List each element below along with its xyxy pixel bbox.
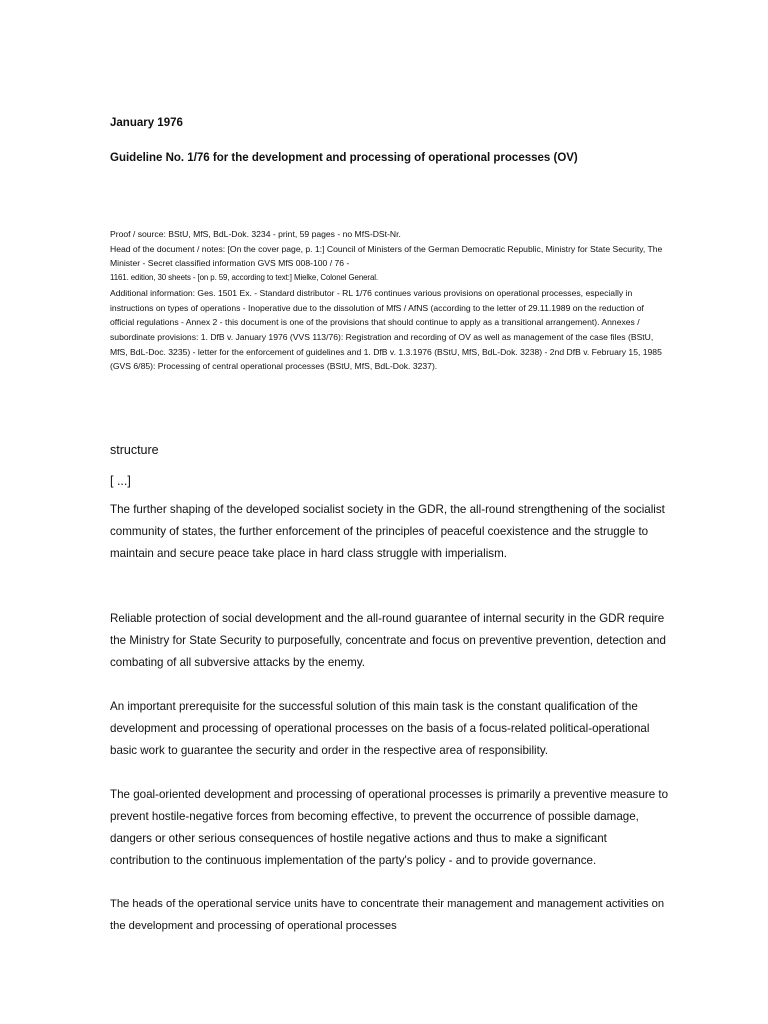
additional-info-text: Additional information: Ges. 1501 Ex. - Standard distributor - RL 1/76 continues various provisions on operational processes, especially in instructions on types of operations - Inoperative due to the dissolution of MfS / AfNS (according to the letter of 29.11.1989 on the reduction of official regulations - Annex 2 - this document is one of the provisions that should continue to apply as a transitional arrangement). Annexes / subordinate provisions: 1. DfB v. January 1976 (VVS 113/76): Registration and recording of OV as well as management of the case files (BStU, MfS, BdL-Doc. 3235) - letter for the enforcement of guidelines and 1. DfB v. 1.3.1976 (BStU, MfS, BdL-Dok. 3238) - 2nd DfB v. February 15, 1985 (GVS 6/85): Processing of central operational processes (BStU, MfS, BdL-Dok. 3237). <box>110 287 662 372</box>
body-paragraph: The goal-oriented development and processing of operational processes is primarily a preventive measure to prevent hostile-negative forces from becoming effective, to prevent the occurrence of possible damage, dangers or other serious consequences of hostile negative actions and thus to make a significant contribution to the continuous implementation of the party's policy - and to provide governance. <box>110 788 669 867</box>
head-notes-text: Head of the document / notes: [On the cover page, p. 1:] Council of Ministers of the German Democratic Republic, Ministry for State Security, The Minister - Secret classified information GVS MfS 008-100 / 76 - <box>110 243 663 269</box>
document-date: January 1976 <box>110 117 183 129</box>
section-heading: structure <box>110 443 159 457</box>
body-paragraph: The heads of the operational service units have to concentrate their management and management activities on the development and processing of operational processes <box>110 898 665 932</box>
edition-text: 1161. edition, 30 sheets - [on p. 59, according to text:] Mielke, Colonel General. <box>110 273 378 283</box>
document-metadata <box>110 227 670 374</box>
document-title: Guideline No. 1/76 for the development and processing of operational processes (OV) <box>110 152 578 164</box>
proof-source-text: Proof / source: BStU, MfS, BdL-Dok. 3234 - print, 59 pages - no MfS-DSt-Nr. <box>110 229 401 239</box>
body-paragraph: The further shaping of the developed socialist society in the GDR, the all-round strengthening of the socialist community of states, the further enforcement of the principles of peaceful coexistence and the struggle to maintain and secure peace take place in hard class struggle with imperialism. <box>110 503 665 560</box>
body-paragraph: An important prerequisite for the successful solution of this main task is the constant qualification of the development and processing of operational processes on the basis of a focus-related political-operational basic work to guarantee the security and order in the respective area of responsibility. <box>110 700 650 757</box>
omission-marker: [ ...] <box>110 474 131 488</box>
body-paragraph: Reliable protection of social development and the all-round guarantee of internal security in the GDR require the Ministry for State Security to purposefully, concentrate and focus on preventive prevention, detection and combating of all subversive attacks by the enemy. <box>110 612 666 669</box>
